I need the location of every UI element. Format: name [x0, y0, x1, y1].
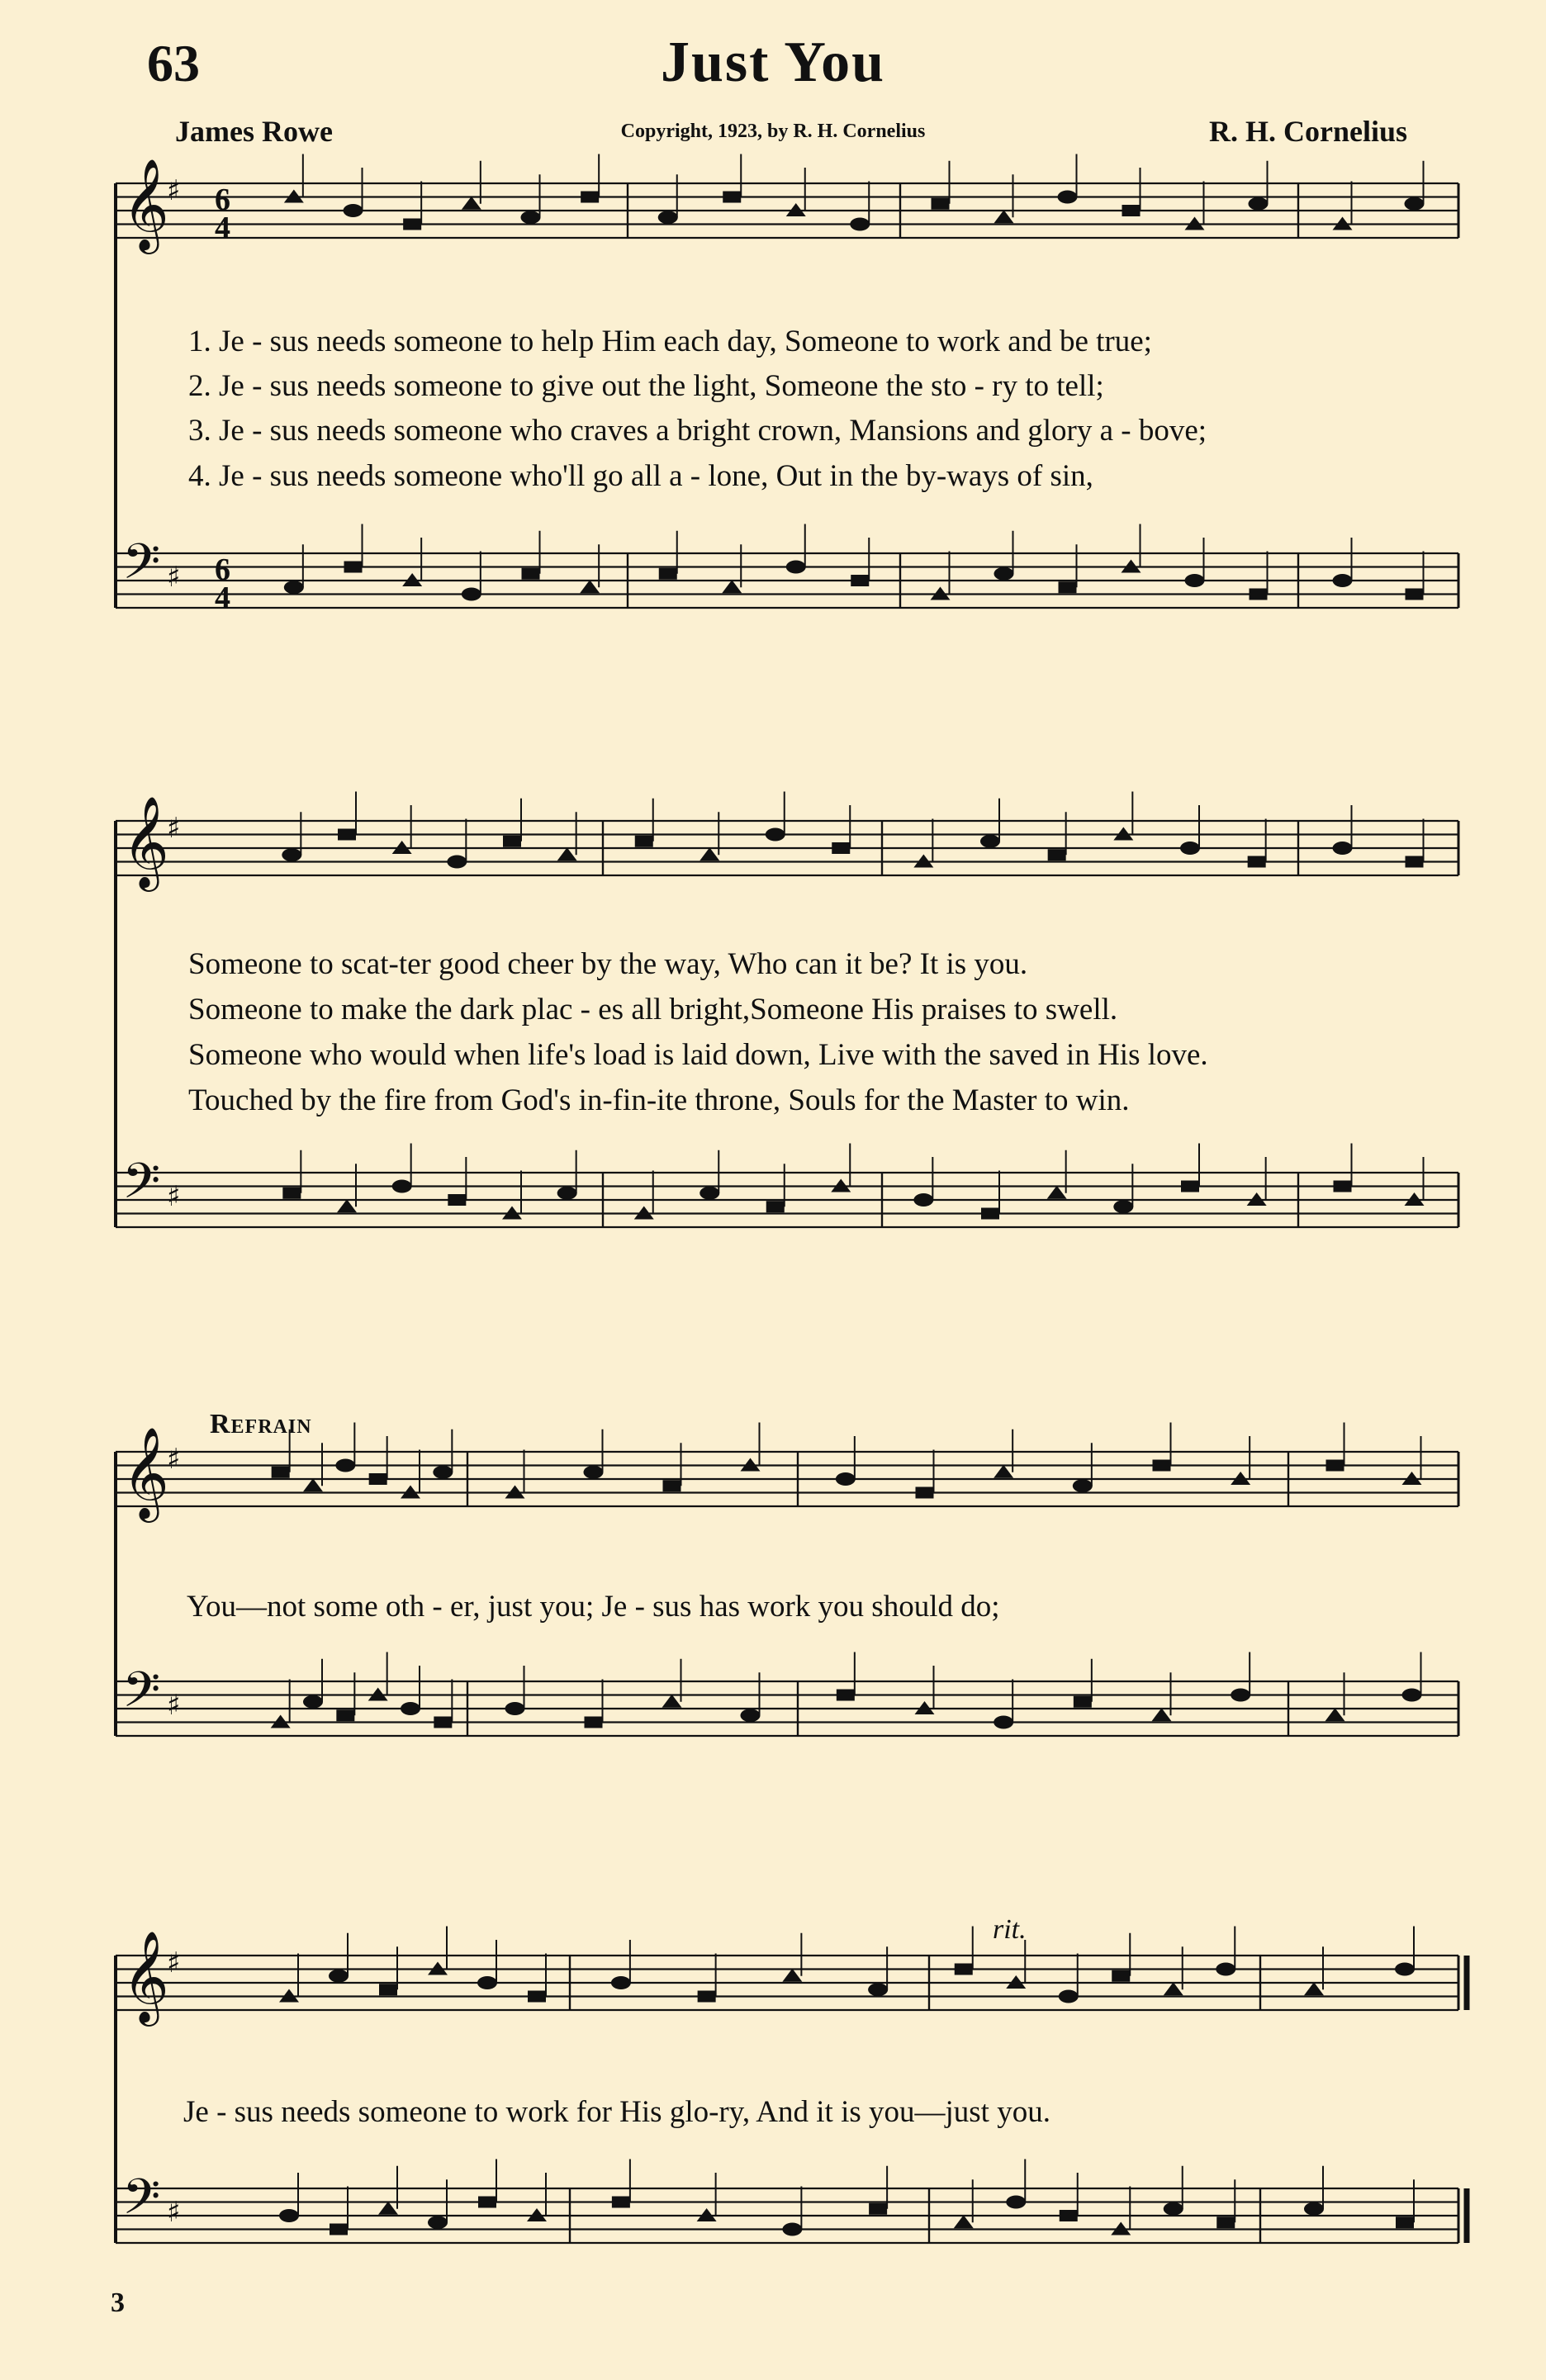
note-head [1113, 1200, 1133, 1213]
note-head [337, 1199, 357, 1212]
note-head [836, 1472, 856, 1486]
note-head [282, 1188, 301, 1199]
note-head [635, 836, 653, 847]
refrain-line: Je - sus needs someone to work for His glo-ry, And it is you—just you. [183, 2095, 1050, 2129]
note-head [1164, 1982, 1183, 1995]
treble-clef-icon: 𝄞 [122, 1426, 169, 1519]
verse-line: Someone to make the dark plac - es all bright,Someone His praises to swell. [188, 993, 1118, 1026]
note-head [1333, 842, 1353, 855]
note-head [403, 219, 421, 230]
note-head [782, 2223, 802, 2236]
note-head [766, 1201, 785, 1212]
note-head [868, 1983, 888, 1996]
note-head [447, 856, 467, 869]
note-head [1047, 1186, 1067, 1199]
note-head [581, 192, 599, 203]
note-head [522, 568, 540, 580]
note-head [1326, 1460, 1344, 1472]
verse-line: Touched by the fire from God's in-fin-ite throne, Souls for the Master to win. [188, 1083, 1130, 1117]
note-head [1181, 1181, 1199, 1192]
note-head [378, 2202, 398, 2215]
note-head [1334, 1181, 1352, 1192]
note-head [1249, 197, 1269, 211]
note-head [851, 575, 869, 586]
composer: R. H. Cornelius [1208, 115, 1407, 148]
note-head [1395, 1963, 1415, 1976]
note-head [335, 1459, 355, 1472]
note-head [1333, 574, 1353, 587]
sharp-icon: ♯ [167, 561, 181, 594]
note-head [954, 2215, 974, 2228]
verse-line: 1. Je - sus needs someone to help Him each day, Someone to work and be true; [188, 325, 1152, 358]
note-head [1112, 1970, 1130, 1982]
note-head [1185, 574, 1205, 587]
note-head [782, 1969, 802, 1982]
bass-clef-icon: 𝄢 [122, 1661, 161, 1730]
verse-line: 3. Je - sus needs someone who craves a bright crown, Mansions and glory a - bove; [188, 414, 1207, 448]
note-head [1406, 589, 1424, 600]
sharp-icon: ♯ [167, 1946, 181, 1979]
note-head [994, 1716, 1013, 1729]
note-head [981, 1208, 999, 1220]
note-head [663, 1480, 681, 1491]
note-head [336, 1709, 354, 1721]
note-head [994, 567, 1014, 581]
verse-line: Someone to scat-ter good cheer by the way, Who can it be? It is you. [188, 947, 1028, 981]
sharp-icon: ♯ [167, 1689, 181, 1722]
note-head [272, 1467, 290, 1478]
note-head [303, 1478, 323, 1491]
sharp-icon: ♯ [167, 174, 181, 207]
note-head [401, 1702, 420, 1715]
note-head [786, 561, 806, 574]
hymn-title: Just You [660, 31, 886, 94]
note-head [1060, 2210, 1078, 2221]
note-head [344, 562, 363, 573]
note-head [1216, 1963, 1235, 1976]
note-head [1248, 856, 1266, 868]
note-head [723, 192, 741, 203]
note-head [1164, 2202, 1183, 2216]
note-head [369, 1473, 387, 1485]
note-head [698, 1991, 716, 2003]
note-head [329, 1970, 349, 1983]
refrain-line: You—not some oth - er, just you; Je - sus has work you should do; [187, 1590, 1000, 1624]
note-head [1073, 1479, 1093, 1492]
note-head [869, 2203, 887, 2215]
note-head [528, 1991, 546, 2003]
sharp-icon: ♯ [167, 1443, 181, 1476]
note-head [837, 1690, 855, 1701]
note-head [462, 197, 481, 210]
treble-clef-icon: 𝄞 [122, 1930, 169, 2022]
note-head [428, 2216, 448, 2229]
note-head [379, 1984, 397, 1995]
note-head [662, 1695, 682, 1708]
note-head [994, 210, 1014, 223]
note-head [392, 1180, 412, 1193]
note-head [932, 198, 950, 210]
time-signature-bottom: 4 [215, 211, 230, 245]
note-head [478, 2197, 496, 2208]
note-head [1406, 856, 1424, 868]
note-head [284, 581, 304, 594]
note-head [1074, 1696, 1092, 1708]
note-head [448, 1194, 466, 1206]
note-head [994, 1465, 1013, 1478]
note-head [741, 1709, 761, 1722]
note-head [1250, 589, 1268, 600]
note-head [1122, 205, 1141, 216]
note-head [1402, 1689, 1422, 1702]
note-head [1304, 2202, 1324, 2216]
note-head [462, 588, 481, 601]
note-head [1059, 1990, 1079, 2003]
page-number: 3 [111, 2288, 125, 2318]
note-head [658, 211, 678, 224]
note-head [344, 204, 363, 217]
note-head [505, 1702, 525, 1715]
lyricist: James Rowe [175, 115, 333, 148]
note-head [699, 847, 719, 860]
note-head [557, 847, 577, 860]
note-head [916, 1487, 934, 1499]
note-head [279, 2209, 299, 2222]
note-head [282, 848, 301, 861]
note-head [913, 1193, 933, 1207]
note-head [832, 842, 850, 854]
note-head [1152, 1708, 1172, 1721]
note-head [521, 211, 541, 224]
note-head [1058, 191, 1078, 204]
verse-line: Someone who would when life's load is laid down, Live with the saved in His love. [188, 1038, 1208, 1072]
sharp-icon: ♯ [167, 2196, 181, 2229]
note-head [611, 1976, 631, 1989]
note-head [699, 1187, 719, 1200]
hymn-number: 63 [147, 34, 200, 92]
bass-clef-icon: 𝄢 [122, 1152, 161, 1221]
note-head [1325, 1708, 1345, 1721]
note-head [1231, 1689, 1250, 1702]
treble-clef-icon: 𝄞 [122, 158, 169, 250]
note-head [1153, 1460, 1171, 1472]
bass-clef-icon: 𝄢 [122, 2168, 161, 2237]
note-head [557, 1187, 577, 1200]
note-head [1006, 2196, 1026, 2209]
verse-line: 4. Je - sus needs someone who'll go all a - lone, Out in the by-ways of sin, [188, 459, 1093, 493]
note-head [477, 1976, 497, 1989]
note-head [955, 1964, 973, 1975]
note-head [330, 2224, 348, 2235]
refrain-label: Refrain [210, 1409, 312, 1439]
note-head [1048, 849, 1066, 860]
note-head [1059, 581, 1077, 593]
note-head [766, 828, 785, 842]
note-head [584, 1466, 604, 1479]
ritardando-mark: rit. [993, 1914, 1027, 1945]
note-head [580, 580, 600, 593]
copyright-notice: Copyright, 1923, by R. H. Cornelius [620, 121, 926, 142]
note-head [303, 1695, 323, 1709]
note-head [980, 835, 1000, 848]
time-signature-top: 6 [215, 183, 230, 217]
note-head [433, 1466, 453, 1479]
note-head [722, 580, 742, 593]
note-head [1396, 2216, 1414, 2228]
note-head [1304, 1982, 1324, 1995]
note-head [503, 836, 521, 847]
note-head [1180, 842, 1200, 855]
note-head [1405, 197, 1425, 211]
note-head [659, 568, 677, 580]
bass-clef-icon: 𝄢 [122, 533, 161, 602]
time-signature-top: 6 [215, 552, 230, 587]
note-head [612, 2197, 630, 2208]
verse-line: 2. Je - sus needs someone to give out the light, Someone the sto - ry to tell; [188, 369, 1104, 403]
note-head [1216, 2216, 1235, 2228]
note-head [434, 1717, 452, 1728]
time-signature-bottom: 4 [215, 581, 230, 615]
treble-clef-icon: 𝄞 [122, 795, 169, 888]
sharp-icon: ♯ [167, 1180, 181, 1213]
note-head [850, 218, 870, 231]
note-head [338, 829, 356, 841]
sharp-icon: ♯ [167, 812, 181, 845]
note-head [585, 1717, 603, 1728]
